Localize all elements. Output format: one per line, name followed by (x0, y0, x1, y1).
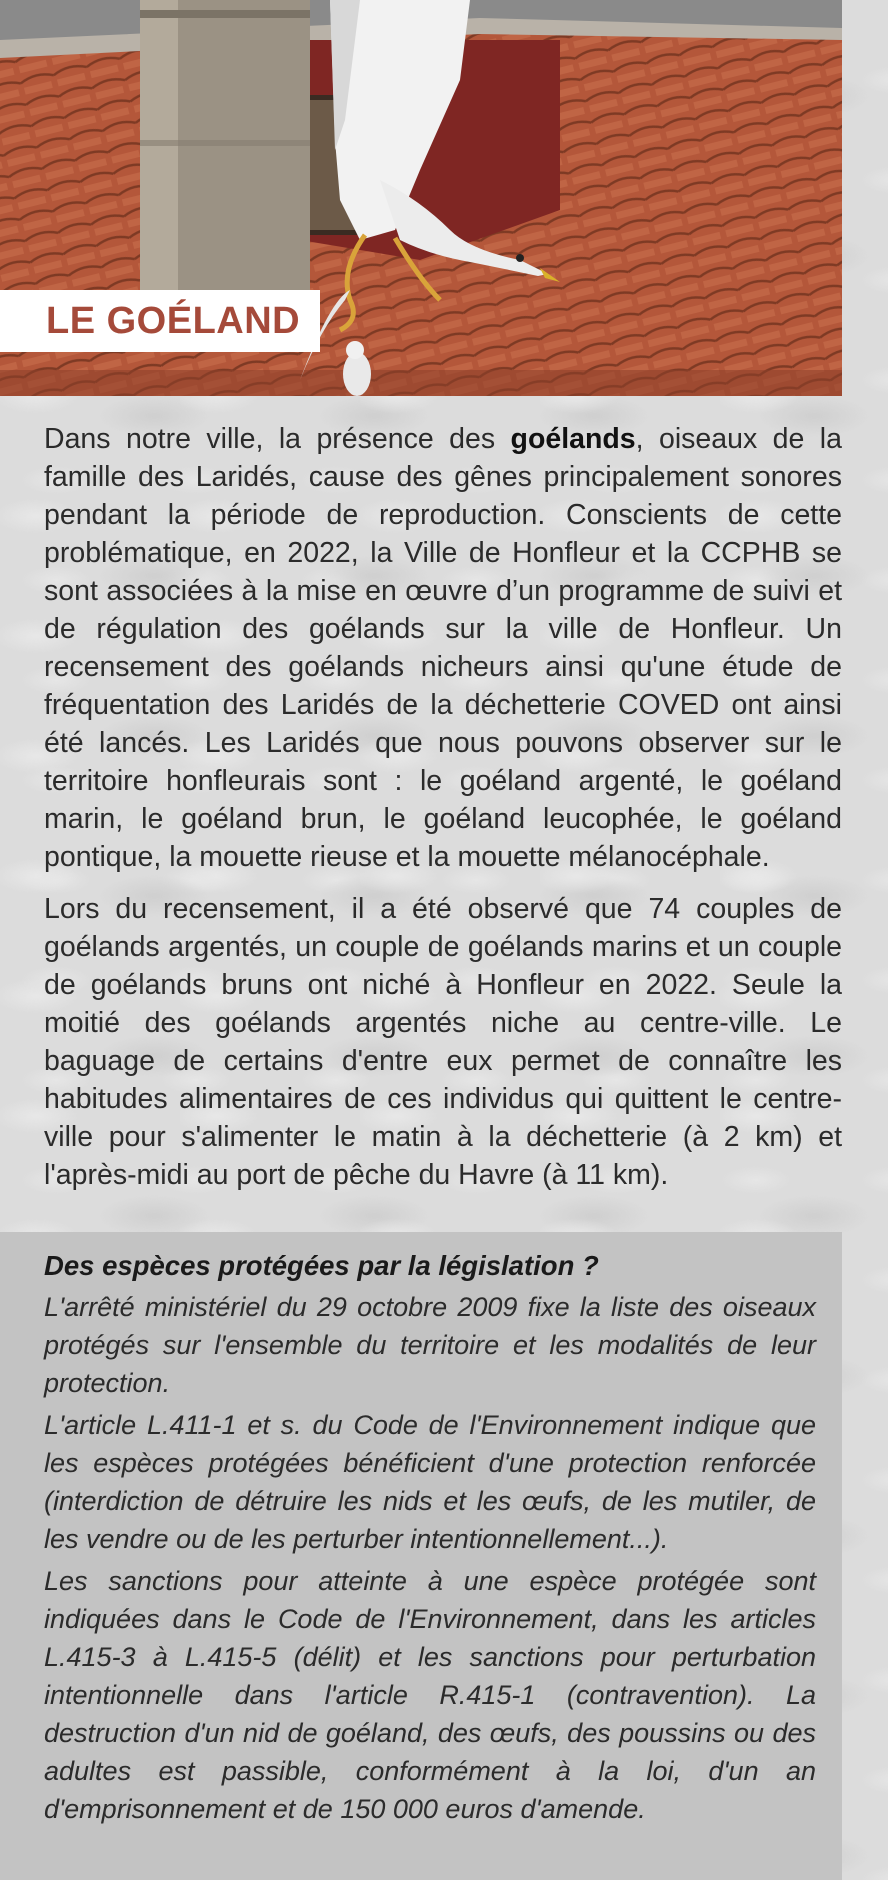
title-box (0, 290, 320, 352)
paragraph-census: Lors du recensement, il a été observé que 74 couples de goélands argentés, un couple de goélands marins et un couple de goélands bruns ont niché à Honfleur en 2022. Seule la moitié des goélands argentés niche au centre-ville. Le baguage de certains d'entre eux permet de connaître les habitudes alimentaires de ces individus qui quittent le centre-ville pour s'alimenter le matin à la déchetterie (à 2 km) et l'après-midi au port de pêche du Havre (à 11 km). (44, 893, 842, 1191)
infobox-paragraph-sanctions: Les sanctions pour atteinte à une espèce protégée sont indiquées dans le Code de l'Environnement, dans les articles L.415-3 à L.415-5 (délit) et les sanctions pour perturbation intentionnelle dans l'article R.415-1 (contravention). La destruction d'un nid de goéland, des œufs, des poussins ou des adultes est passible, conformément à la loi, d'un an d'emprisonnement et de 150 000 euros d'amende. (44, 1566, 816, 1824)
legal-infobox (0, 1232, 842, 1880)
page-title: LE GOÉLAND (46, 300, 301, 342)
infobox-paragraph-article: L'article L.411-1 et s. du Code de l'Environnement indique que les espèces protégées bénéficient d'une protection renforcée (interdiction de détruire les nids et les œufs, de les mutiler, de les vendre ou de les perturber intentionnellement...). (44, 1410, 816, 1554)
bold-keyword: goélands (510, 423, 636, 455)
infobox-paragraph-arrete: L'arrêté ministériel du 29 octobre 2009 fixe la liste des oiseaux protégés sur l'ensemble du territoire et les modalités de leur protection. (44, 1292, 816, 1398)
infobox-heading: Des espèces protégées par la législation ? (44, 1250, 599, 1281)
paragraph-intro: Dans notre ville, la présence des goélands, oiseaux de la famille des Laridés, cause des gênes principalement sonores pendant la période de reproduction. Conscients de cette problématique, en 2022, la Ville de Honfleur et la CCPHB se sont associées à la mise en œuvre d’un programme de suivi et de régulation des goélands sur la ville de Honfleur. Un recensement des goélands nicheurs ainsi qu'une étude de fréquentation des Laridés de la déchetterie COVED ont ainsi été lancés. Les Laridés que nous pouvons observer sur le territoire honfleurais sont : le goéland argenté, le goéland marin, le goéland brun, le goéland leucophée, le goéland pontique, la mouette rieuse et la mouette mélanocéphale. (44, 423, 842, 873)
hero-photo (0, 0, 842, 396)
article-body (44, 420, 842, 1208)
